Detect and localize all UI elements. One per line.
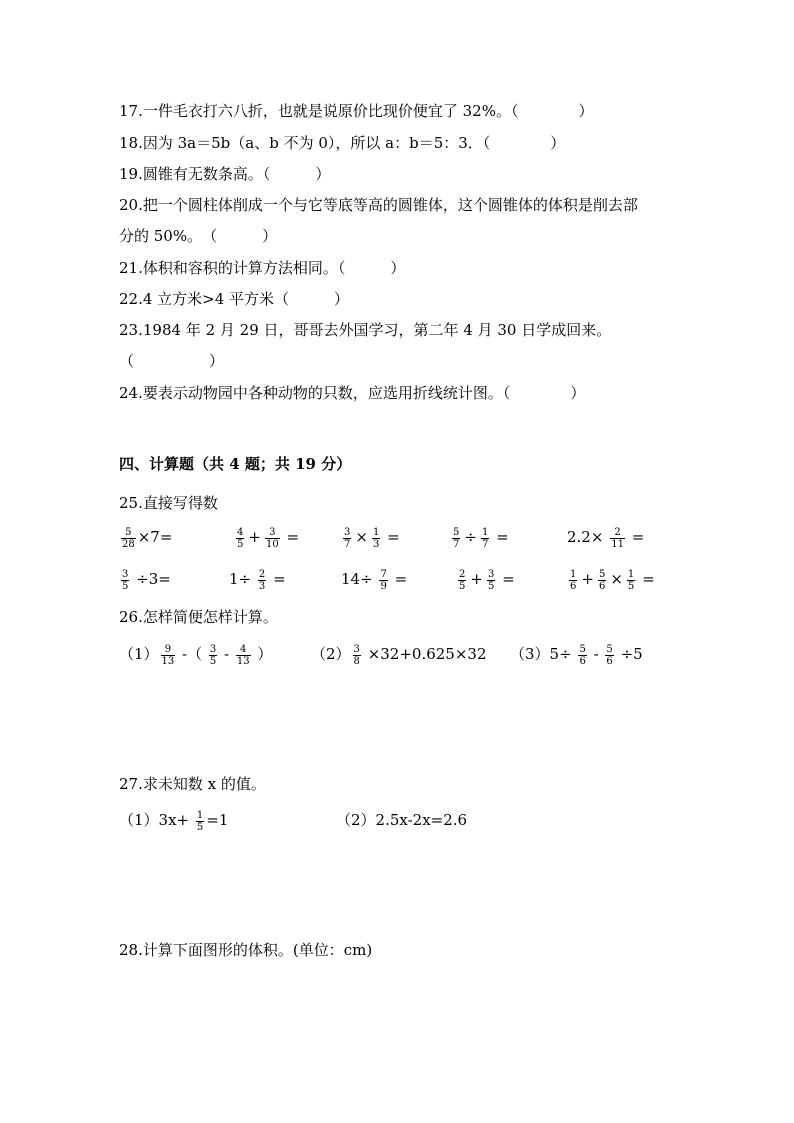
fraction: $\frac{1}{5}$ bbox=[196, 809, 204, 833]
q25-r2-e1: $\frac{3}{5}$ ÷3= bbox=[122, 568, 171, 592]
fraction: $\frac{4}{13}$ bbox=[236, 643, 250, 667]
question-17: 17.一件毛衣打六八折，也就是说原价比现价便宜了 32%。（ ） bbox=[119, 102, 594, 120]
fraction: $\frac{1}{6}$ bbox=[570, 568, 577, 592]
question-28-title: 28.计算下面图形的体积。(单位：cm) bbox=[119, 941, 373, 959]
q26-part-3: （3）5÷ $\frac{5}{6}$ - $\frac{5}{6}$ ÷5 bbox=[510, 643, 643, 667]
fraction: $\frac{3}{5}$ bbox=[487, 568, 495, 592]
q26-part-1: （1） $\frac{9}{13}$ -（ $\frac{3}{5}$ - $\frac{4}{13}$ ） bbox=[119, 643, 273, 667]
fraction: $\frac{5}{6}$ bbox=[598, 568, 606, 592]
question-21: 21.体积和容积的计算方法相同。（ ） bbox=[119, 259, 406, 277]
fraction: $\frac{9}{13}$ bbox=[161, 643, 175, 667]
fraction: $\frac{3}{5}$ bbox=[122, 568, 129, 592]
fraction: $\frac{3}{5}$ bbox=[209, 643, 217, 667]
fraction: $\frac{2}{5}$ bbox=[459, 568, 466, 592]
fraction: $\frac{3}{7}$ bbox=[344, 526, 351, 550]
q27-part-2: （2）2.5x-2x=2.6 bbox=[336, 811, 468, 829]
q25-r1-e2: $\frac{4}{5}$ + $\frac{3}{10}$ = bbox=[237, 526, 300, 550]
fraction: $\frac{2}{3}$ bbox=[258, 568, 266, 592]
question-23-cont: （ ） bbox=[119, 352, 225, 370]
q25-r2-e4: $\frac{2}{5}$ + $\frac{3}{5}$ = bbox=[459, 568, 515, 592]
q25-r2-e3: 14÷ $\frac{7}{9}$ = bbox=[341, 568, 408, 592]
fraction: $\frac{3}{8}$ bbox=[353, 643, 360, 667]
question-20-cont: 分的 50%。 （ ） bbox=[119, 227, 278, 245]
question-27-title: 27.求未知数 x 的值。 bbox=[119, 775, 266, 793]
fraction: $\frac{4}{5}$ bbox=[237, 526, 244, 550]
fraction: $\frac{5}{6}$ bbox=[579, 643, 586, 667]
fraction: $\frac{5}{28}$ bbox=[122, 526, 135, 550]
fraction: $\frac{3}{10}$ bbox=[265, 526, 279, 550]
fraction: $\frac{1}{3}$ bbox=[372, 526, 380, 550]
question-22: 22.4 立方米>4 平方米（ ） bbox=[119, 290, 350, 308]
q26-part-2: （2） $\frac{3}{8}$ ×32+0.625×32 bbox=[311, 643, 487, 667]
q25-r1-e4: $\frac{5}{7}$ ÷ $\frac{1}{7}$ = bbox=[453, 526, 509, 550]
question-20: 20.把一个圆柱体削成一个与它等底等高的圆锥体，这个圆锥体的体积是削去部 bbox=[119, 196, 638, 214]
q25-r2-e5: $\frac{1}{6}$ + $\frac{5}{6}$ × $\frac{1}{5}$ = bbox=[570, 568, 655, 592]
question-25-title: 25.直接写得数 bbox=[119, 494, 218, 512]
fraction: $\frac{1}{7}$ bbox=[481, 526, 489, 550]
section-heading: 四、计算题（共 4 题；共 19 分） bbox=[119, 455, 352, 473]
question-18: 18.因为 3a＝5b（a、b 不为 0），所以 a：b＝5：3．（ ） bbox=[119, 134, 566, 152]
fraction: $\frac{5}{7}$ bbox=[453, 526, 460, 550]
question-19: 19.圆锥有无数条高。（ ） bbox=[119, 165, 331, 183]
question-26-title: 26.怎样简便怎样计算。 bbox=[119, 608, 278, 626]
fraction: $\frac{2}{11}$ bbox=[611, 526, 624, 550]
q25-r1-e5: 2.2× $\frac{2}{11}$ = bbox=[567, 526, 645, 550]
question-24: 24.要表示动物园中各种动物的只数，应选用折线统计图。（ ） bbox=[119, 384, 586, 402]
question-23: 23.1984 年 2 月 29 日，哥哥去外国学习，第二年 4 月 30 日学成回来。 bbox=[119, 321, 612, 339]
q25-r2-e2: 1÷ $\frac{2}{3}$ = bbox=[229, 568, 286, 592]
q27-part-1: （1）3x+ $\frac{1}{5}$ =1 bbox=[119, 809, 229, 833]
q25-r1-e1: $\frac{5}{28}$ ×7= bbox=[122, 526, 173, 550]
fraction: $\frac{1}{5}$ bbox=[627, 568, 635, 592]
q25-r1-e3: $\frac{3}{7}$ × $\frac{1}{3}$ = bbox=[344, 526, 400, 550]
fraction: $\frac{7}{9}$ bbox=[380, 568, 387, 592]
fraction: $\frac{5}{6}$ bbox=[606, 643, 613, 667]
